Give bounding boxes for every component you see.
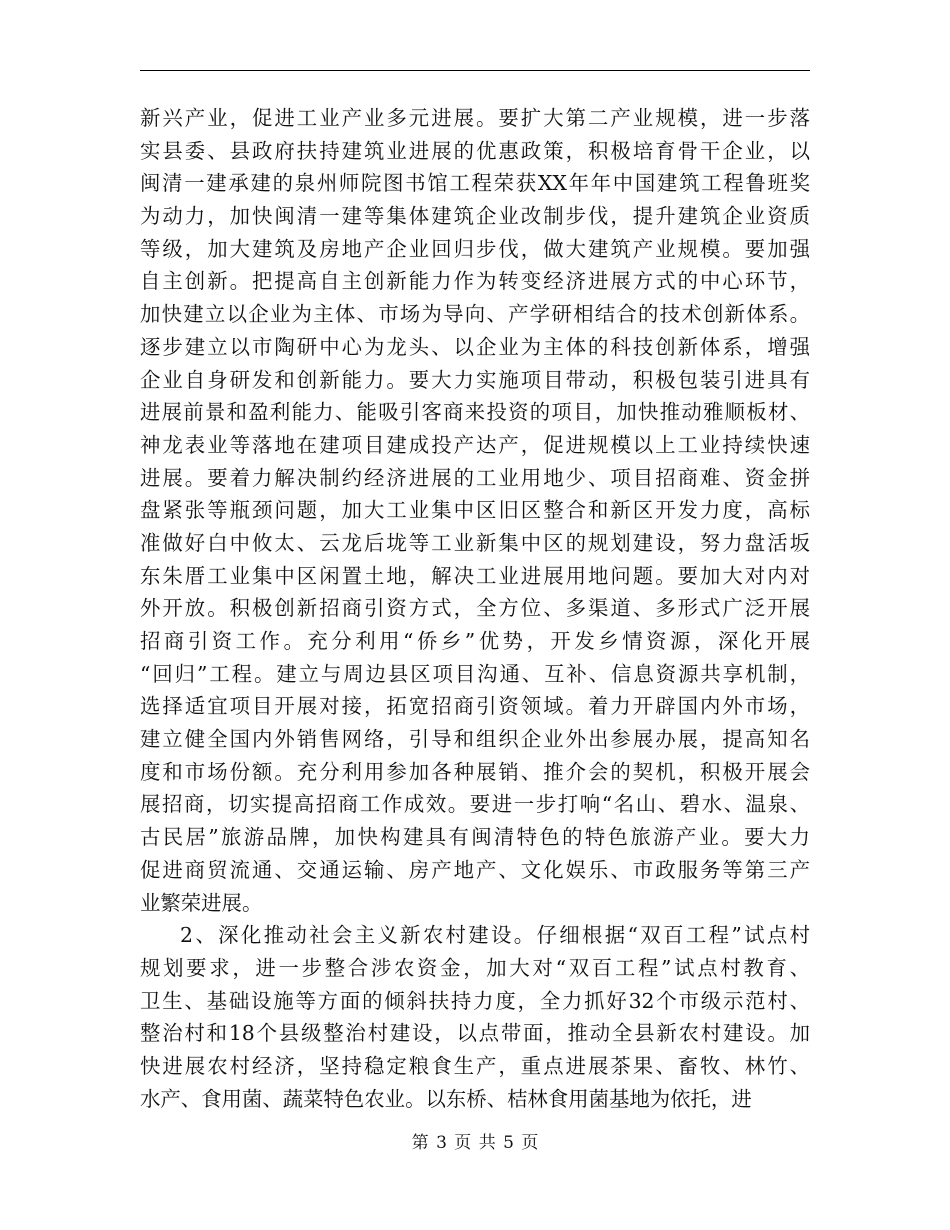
- text-line: 2、深化推动社会主义新农村建设。仔细根据“双百工程”试点村: [180, 923, 810, 948]
- text-line: 盘紧张等瓶颈问题，加大工业集中区旧区整合和新区开发力度，高标: [140, 498, 810, 523]
- text-line: 企业自身研发和创新能力。要大力实施项目带动，积极包装引进具有: [140, 367, 810, 392]
- text-line: 进展。要着力解决制约经济进展的工业用地少、项目招商难、资金拼: [140, 465, 810, 490]
- text-line: 业繁荣进展。: [140, 890, 263, 915]
- text-line: 准做好白中攸太、云龙后垅等工业新集中区的规划建设，努力盘活坂: [140, 530, 810, 555]
- paragraph: [140, 102, 810, 919]
- text-line: 实县委、县政府扶持建筑业进展的优惠政策，积极培育骨干企业，以: [140, 138, 810, 163]
- text-line: 等级，加大建筑及房地产企业回归步伐，做大建筑产业规模。要加强: [140, 236, 810, 261]
- text-line: 度和市场份额。充分利用参加各种展销、推介会的契机，积极开展会: [140, 759, 810, 784]
- text-line: 自主创新。把提高自主创新能力作为转变经济进展方式的中心环节，: [140, 269, 810, 294]
- text-line: 选择适宜项目开展对接，拓宽招商引资领域。着力开辟国内外市场，: [140, 694, 810, 719]
- text-line: 为动力，加快闽清一建等集体建筑企业改制步伐，提升建筑企业资质: [140, 204, 810, 229]
- text-line: 加快建立以企业为主体、市场为导向、产学研相结合的技术创新体系。: [140, 302, 810, 327]
- text-line: 神龙表业等落地在建项目建成投产达产，促进规模以上工业持续快速: [140, 432, 810, 457]
- document-body: [140, 102, 810, 1115]
- text-line: 古民居”旅游品牌，加快构建具有闽清特色的特色旅游产业。要大力: [140, 825, 810, 850]
- text-line: 闽清一建承建的泉州师院图书馆工程荣获XX年年中国建筑工程鲁班奖: [140, 171, 810, 196]
- text-line: 促进商贸流通、交通运输、房产地产、文化娱乐、市政服务等第三产: [140, 857, 810, 882]
- text-line: 建立健全国内外销售网络，引导和组织企业外出参展办展，提高知名: [140, 727, 810, 752]
- text-line: 进展前景和盈利能力、能吸引客商来投资的项目，加快推动雅顺板材、: [140, 400, 810, 425]
- text-line: 规划要求，进一步整合涉农资金，加大对“双百工程”试点村教育、: [140, 955, 810, 980]
- text-line: 外开放。积极创新招商引资方式，全方位、多渠道、多形式广泛开展: [140, 596, 810, 621]
- text-line: 水产、食用菌、蔬菜特色农业。以东桥、桔林食用菌基地为依托，进: [140, 1086, 752, 1111]
- paragraph: [140, 919, 810, 1115]
- text-line: 整治村和18个县级整治村建设，以点带面，推动全县新农村建设。加: [140, 1021, 810, 1046]
- text-line: 展招商，切实提高招商工作成效。要进一步打响“名山、碧水、温泉、: [140, 792, 810, 817]
- text-line: 东朱厝工业集中区闲置土地，解决工业进展用地问题。要加大对内对: [140, 563, 810, 588]
- page-footer: 第 3 页 共 5 页: [411, 1133, 539, 1153]
- text-line: 卫生、基础设施等方面的倾斜扶持力度，全力抓好32个市级示范村、: [140, 988, 810, 1013]
- text-line: 逐步建立以市陶研中心为龙头、以企业为主体的科技创新体系，增强: [140, 334, 810, 359]
- text-line: 招商引资工作。充分利用“侨乡”优势，开发乡情资源，深化开展: [140, 629, 810, 653]
- text-line: 新兴产业，促进工业产业多元进展。要扩大第二产业规模，进一步落: [140, 106, 810, 130]
- header-rule: [140, 70, 810, 71]
- text-line: 快进展农村经济，坚持稳定粮食生产，重点进展茶果、畜牧、林竹、: [140, 1053, 810, 1078]
- text-line: “回归”工程。建立与周边县区项目沟通、互补、信息资源共享机制，: [140, 661, 810, 686]
